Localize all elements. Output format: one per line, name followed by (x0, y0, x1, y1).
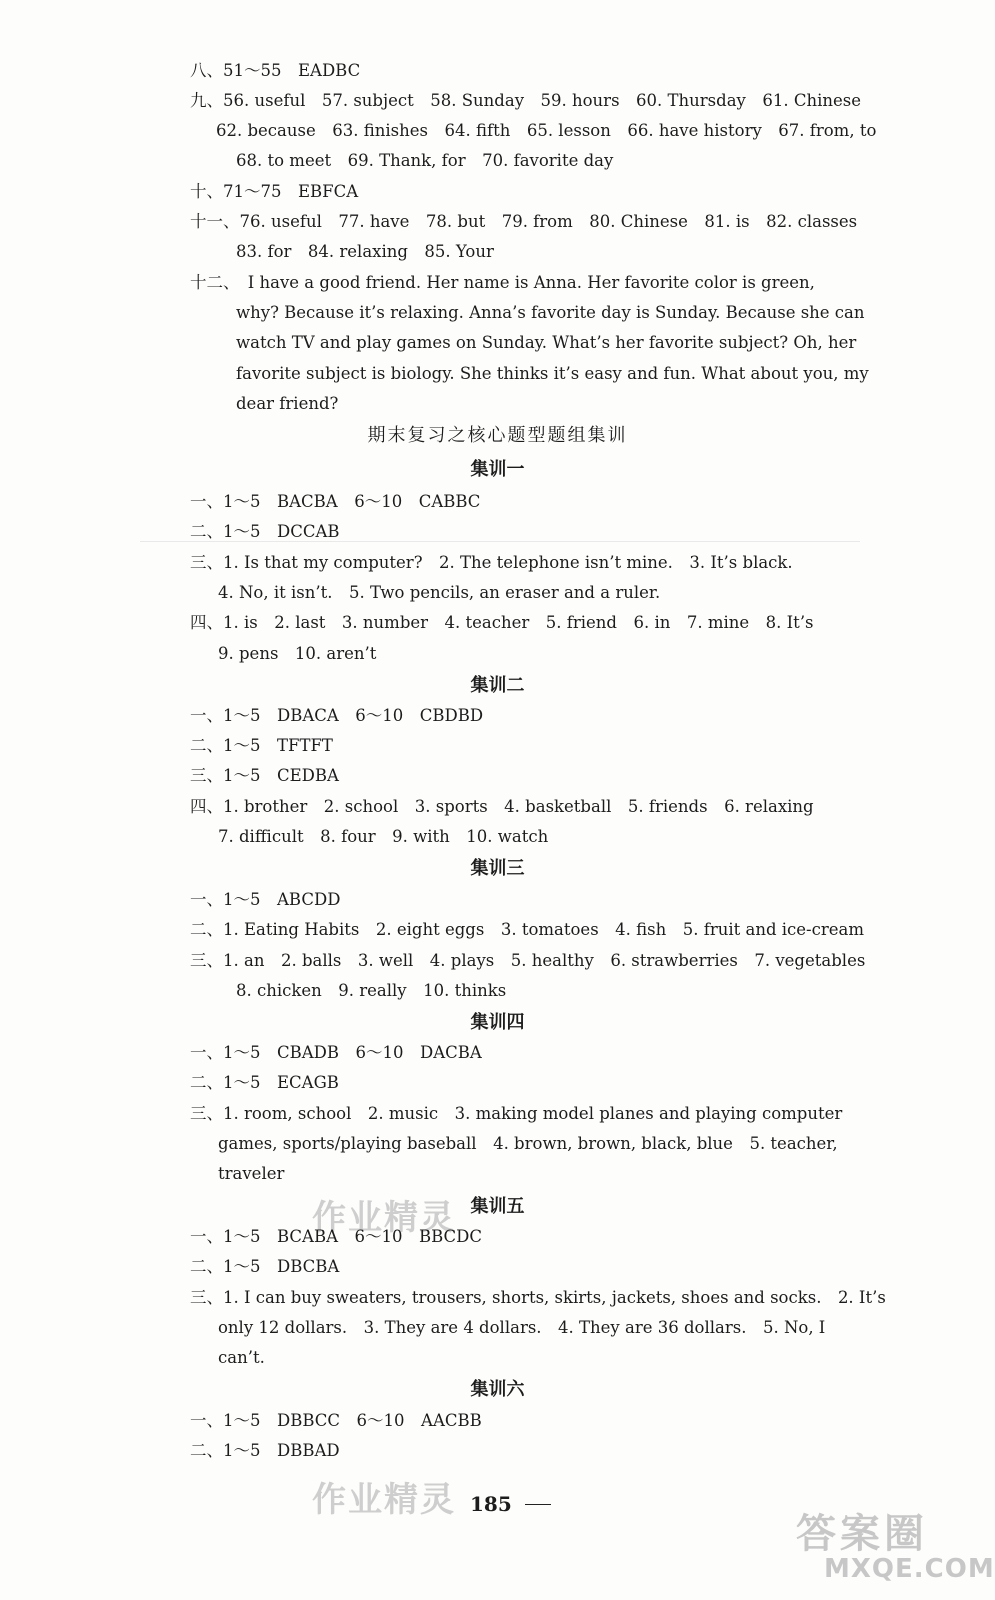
answer-line: 一、1～5 CBADB 6～10 DACBA (190, 1043, 482, 1062)
section-title: 期末复习之核心题型题组集训 (367, 425, 628, 446)
answer-line: 十一、76. useful 77. have 78. but 79. from 80. Chinese 81. is 82. classes (190, 212, 858, 231)
answer-line: 二、1. Eating Habits 2. eight eggs 3. tomatoes 4. fish 5. fruit and ice-cream (190, 920, 865, 939)
set-title: 集训五 (470, 1196, 525, 1217)
set-title: 集训四 (470, 1012, 525, 1033)
answer-line: 三、1～5 CEDBA (190, 766, 339, 785)
answer-line: 一、1～5 BACBA 6～10 CABBC (190, 492, 481, 511)
answer-line: 十、71～75 EBFCA (190, 182, 359, 201)
answer-line: 三、1. room, school 2. music 3. making model planes and playing computer (190, 1104, 843, 1123)
answer-line: 二、1～5 ECAGB (190, 1073, 339, 1092)
logo-text-en: MXQE.COM (824, 1554, 995, 1584)
answer-line: dear friend? (236, 394, 339, 413)
answer-line: 7. difficult 8. four 9. with 10. watch (218, 827, 549, 846)
answer-line: 八、51～55 EADBC (190, 61, 361, 80)
answer-line: 四、1. brother 2. school 3. sports 4. basketball 5. friends 6. relaxing (190, 797, 814, 816)
answer-line: 一、1～5 DBBCC 6～10 AACBB (190, 1411, 482, 1430)
answer-line: 二、1～5 DCCAB (190, 522, 340, 541)
page-number: 185 (470, 1492, 512, 1516)
site-logo (796, 1502, 995, 1590)
page-number-dash (525, 1504, 551, 1505)
watermark: 作业精灵 (312, 1198, 456, 1238)
watermark: 作业精灵 (312, 1480, 456, 1520)
answer-line: only 12 dollars. 3. They are 4 dollars. 4. They are 36 dollars. 5. No, I (218, 1318, 826, 1337)
answer-line: 四、1. is 2. last 3. number 4. teacher 5. friend 6. in 7. mine 8. It’s (190, 613, 814, 632)
answer-line: 83. for 84. relaxing 85. Your (236, 242, 494, 261)
answer-line: can’t. (218, 1348, 265, 1367)
answer-line: 二、1～5 TFTFT (190, 736, 333, 755)
answer-line: games, sports/playing baseball 4. brown, brown, black, blue 5. teacher, (218, 1134, 838, 1153)
answer-line: 68. to meet 69. Thank, for 70. favorite day (236, 151, 614, 170)
answer-line: 9. pens 10. aren’t (218, 644, 377, 663)
answer-line: 三、1. an 2. balls 3. well 4. plays 5. healthy 6. strawberries 7. vegetables (190, 951, 866, 970)
answer-line: 九、56. useful 57. subject 58. Sunday 59. hours 60. Thursday 61. Chinese (190, 91, 861, 110)
answer-line: 一、1～5 ABCDD (190, 890, 341, 909)
answer-line: 一、1～5 BCABA 6～10 BBCDC (190, 1227, 483, 1246)
answer-line: favorite subject is biology. She thinks it’s easy and fun. What about you, my (236, 364, 869, 383)
answer-line: why? Because it’s relaxing. Anna’s favorite day is Sunday. Because she can (236, 303, 865, 322)
answer-line: traveler (218, 1164, 285, 1183)
set-title: 集训二 (470, 675, 525, 696)
answer-line: 一、1～5 DBACA 6～10 CBDBD (190, 706, 484, 725)
set-title: 集训一 (470, 459, 525, 480)
answer-line: 二、1～5 DBBAD (190, 1441, 340, 1460)
answer-line: 4. No, it isn’t. 5. Two pencils, an eraser and a ruler. (218, 583, 661, 602)
answer-line: 62. because 63. finishes 64. fifth 65. lesson 66. have history 67. from, to (216, 121, 877, 140)
scan-divider (140, 541, 860, 542)
set-title: 集训三 (470, 858, 525, 879)
answer-line: watch TV and play games on Sunday. What’s her favorite subject? Oh, her (236, 333, 857, 352)
answer-line: 三、1. Is that my computer? 2. The telephone isn’t mine. 3. It’s black. (190, 553, 793, 572)
answer-line: 8. chicken 9. really 10. thinks (236, 981, 507, 1000)
logo-text-cn: 答案圈 (796, 1510, 928, 1557)
set-title: 集训六 (470, 1379, 525, 1400)
answer-line: 十二、 I have a good friend. Her name is Anna. Her favorite color is green, (190, 273, 815, 292)
answer-line: 三、1. I can buy sweaters, trousers, shorts, skirts, jackets, shoes and socks. 2. It’s (190, 1288, 886, 1307)
answer-line: 二、1～5 DBCBA (190, 1257, 340, 1276)
